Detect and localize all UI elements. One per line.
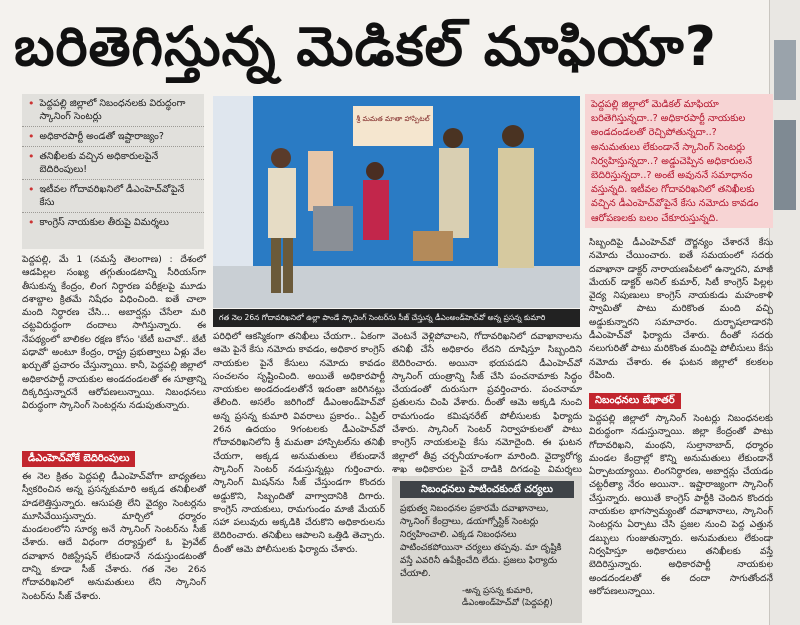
article-column-4-continued: పెద్దపల్లి జిల్లాలో స్కానింగ్ సెంటర్లు నిబంధనలకు విరుద్ధంగా నడుస్తున్నాయి. జిల్లా కేంద్రంతో పాటు గోదావరిఖని, మంథని, సుల్తానాబాద్, ధర్మారం మండల కేంద్రాల్లో కొన్ని అనుమతులు లేకుండానే ఏర్పాటయ్యాయి. లింగనిర్ధారణ, అబార్షన్లు చేయడం చట్టరీత్యా నేరం అయినా.. ఇష్టారాజ్యంగా స్కానింగ్ చేస్తున్నారు. అయితే కాంగ్రెస్ పార్టీకి చెందిన కొందరు నాయకుల భాగస్వామ్యంతో దవాఖానాలు, స్కానింగ్ సెంటర్లను ఏర్పాటు చేసి ప్రజల నుంచి పెద్ద ఎత్తున డబ్బులు గుంజుతున్నారు. అనుమతులు లేకుండా నిర్వహిస్తూ అధికారులు తనిఖీలకు వస్తే బెదిరిస్తున్నారు. అధికారపార్టీ నాయకుల అండదండలతో ఈ దందా సాగుతోందనే ఆరోపణలున్నాయి. bbox=[589, 413, 773, 597]
bullet-icon: • bbox=[28, 216, 35, 229]
intro-questions-box: పెద్దపల్లి జిల్లాలో మెడికల్ మాఫియా బరితెగిస్తున్నదా..? అధికారపార్టీ నాయకుల అండదండలతో రెచ్చిపోతున్నదా..? అనుమతులు లేకుండానే స్కానింగ్ సెంటర్లు నిర్వహిస్తున్నదా..? అడ్డుచెప్పిన అధికారులనే బెదిరిస్తున్నదా..? అంటే అవుననే సమాధానం వస్తున్నది. ఇటీవల గోదావరిఖనిలో తనిఖీలకు వచ్చిన డీఎంహెచ్‌వోపైనే కేసు నమోదు కావడం ఆరోపణలకు బలం చేకూరుస్తున్నది. bbox=[585, 94, 773, 228]
article-column-4: సిబ్బందిపై డీఎంహెచ్‌వో దౌర్జన్యం చేశారనే కేసు నమోదు చేయించారు. ఐతే సమయంలో సదరు దవాఖానా డాక్టర్ నారాయణపేటలో ఉన్నారని, మాజీ మేయర్ డాక్టర్ అనిల్ కుమార్, సిటీ కాంగ్రెస్ పిల్లల వైద్య నిపుణులు కాంగ్రెస్ నాయకుడు మహంకాళి స్వామితో పాటు మరికొంత మంది వచ్చి అడ్డుకున్నారని సమాచారం. దుర్భాషలాడారని డీఎంహెచ్‌వో ఫిర్యాదు చేశారు. దీంతో సదరు నలుగురితో పాటు మరికొంత మందిపై పోలీసులు కేసు నమోదు చేశారు. ఈ ఘటన జిల్లాలో కలకలం రేపింది. bbox=[589, 237, 773, 381]
bullet-icon: • bbox=[28, 130, 35, 143]
highlight-item: • అధికారపార్టీ అండతో ఇష్టారాజ్యం? bbox=[22, 127, 204, 147]
news-photo bbox=[213, 96, 580, 308]
subheading-rules-violated: నిబంధనలు బేఖాతర్ bbox=[589, 393, 681, 409]
highlight-item: • పెద్దపల్లి జిల్లాలో నిబంధనలకు విరుద్ధంగా స్కానింగ్ సెంటర్లు bbox=[22, 94, 204, 127]
news-photo-illustration bbox=[213, 96, 580, 308]
photo-sign-text: శ్రీ మమత మాతా హాస్పిటల్ bbox=[356, 115, 430, 123]
subheading-dmho-threats: డీఎంహెచ్‌వోకే బెదిరింపులు bbox=[22, 451, 135, 467]
highlight-item: • తనిఖీలకు వచ్చిన అధికారులపైనే బెదిరింపులు! bbox=[22, 147, 204, 180]
bullet-icon: • bbox=[28, 150, 35, 163]
quote-box-text: ప్రభుత్వ నిబంధనల ప్రకారమే దవాఖానాలు, స్కానింగ్ కేంద్రాలు, డయాగ్నోస్టిక్ సెంటర్లు నిర్వహించాలి. ఎక్కడ నిబంధనలు పాటించకపోయినా చర్యలు తప్పవు. మా దృష్టికి వస్తే ఎవరినీ ఉపేక్షించేది లేదు. ప్రజలు ఫిర్యాదు చేయాలి. bbox=[400, 504, 562, 579]
highlights-box bbox=[22, 94, 204, 249]
bullet-icon: • bbox=[28, 183, 35, 196]
headline: బరితెగిస్తున్న మెడికల్ మాఫియా? bbox=[14, 15, 718, 78]
adjacent-photo-1 bbox=[774, 40, 796, 100]
quote-box-signature: -అన్న ప్రసన్న కుమారి, డీఎంఅండ్‌హెచ్‌వో (పెద్దపల్లి) bbox=[462, 586, 553, 608]
article-column-2: పరిధిలో ఆకస్మికంగా తనిఖీలు చేయగా.. ఏకంగా ఆమె పైనే కేసు నమోదు కావడం, అధికార కాంగ్రెస్ నాయకుల పైనే కేసులు నమోదు కావడం సంచలనం సృష్టించింది. అయితే అధికారపార్టీ నాయకుల అండదండలతోనే ఇదంతా జరిగినట్లు తేలింది. అసలేం జరిగిందో డీఎంఅండ్‌హెచ్‌వో అన్న ప్రసన్న కుమారి వివరాలు ప్రకారం.. ఏప్రిల్ 26న ఉదయం 9గంటలకు డీఎంహెచ్‌వో గోదావరిఖనిలోని శ్రీ మమతా హాస్పిటల్‌ను తనిఖీ చేయగా, అక్కడ అనుమతులు లేకుండానే స్కానింగ్ సెంటర్ నడుస్తున్నట్లు గుర్తించారు. స్కానింగ్ మిషన్‌ను సీజ్ చేస్తుండగా కొందరు అడ్డుకొని, సిబ్బందితో వాగ్వాదానికి దిగారు. కాంగ్రెస్ నాయకులు, రామగుండం మాజీ మేయర్ సహా పలువురు అక్కడికి చేరుకొని అధికారులను బెదిరించారు. తనిఖీలు ఆపాలని ఒత్తిడి తెచ్చారు. దీంతో ఆమె పోలీసులకు ఫిర్యాదు చేశారు. bbox=[213, 331, 385, 555]
quote-box bbox=[392, 476, 582, 623]
adjacent-photo-2 bbox=[774, 120, 796, 210]
highlight-item: • ఇటీవల గోదావరిఖనిలో డీఎంహెచ్‌వోపైనే కేసు bbox=[22, 180, 204, 213]
highlight-item: • కాంగ్రెస్ నాయకుల తీరుపై విమర్శలు bbox=[28, 216, 169, 229]
photo-caption: గత నెల 26న గోదావరిఖనిలో ఉల్లా పాండే స్కానింగ్ సెంటర్‌ను సీజ్ చేస్తున్న డీఎంఅండ్‌హెచ్‌వో అన్న ప్రసన్న కుమారి bbox=[213, 309, 580, 327]
adjacent-page-strip bbox=[769, 0, 800, 625]
article-column-1-continued: ఈ నెల క్రితం పెద్దపల్లి డీఎంహెచ్‌వోగా బాధ్యతలు స్వీకరించిన అన్న ప్రసన్నకుమారి అక్కడ తనిఖీలతో హడలెత్తిస్తున్నారు. ఆసుపత్రి లేని వైద్యం సెంటర్లను మూసివేయిస్తున్నారు. మార్చిలో ధర్మారం మండలంలోని సూర్య అనే స్కానింగ్ సెంటర్‌ను సీజ్ చేశారు. ఆదే విధంగా దర్యాప్తులో ఓ ప్రైవేట్ దవాఖాన రిజిస్ట్రేషన్ లేకుండానే నడుస్తుండటంతో దాన్ని కూడా సీజ్ చేశారు. గత నెల 26న గోదావరిఖనిలో అనుమతులు లేని స్కానింగ్ సెంటర్‌ను సీజ్ చేశారు. bbox=[22, 471, 206, 602]
bullet-icon: • bbox=[28, 97, 35, 110]
quote-box-title: నిబంధనలు పాటించకుంటే చర్యలు bbox=[400, 481, 574, 498]
article-column-1: పెద్దపల్లి, మే 1 (నమస్తే తెలంగాణ) : దేశంలో ఆడపిల్లల సంఖ్య తగ్గుతుండటాన్ని సీరియస్‌గా తీసుకున్న కేంద్రం, లింగ నిర్ధారణ పరీక్షలపై మూడు దశాబ్దాల క్రితమే నిషేధం విధించింది. ఐతే చాలా మంది నిర్ధారణ చేసి... అబార్షన్లు చేసేలా మరి చట్టవిరుద్ధంగా దందాలు సాగిస్తున్నారు. ఈ నేపథ్యంలో బాలికల రక్షణ కోసం 'బేటీ బచావో.. బేటీ పఢావో' అంటూ కేంద్రం, రాష్ట్ర ప్రభుత్వాలు ఏళ్లు వేల ఖర్చుతో ప్రచారం చేస్తున్నాయి. కానీ, పెద్దపల్లి జిల్లాలో అధికారపార్టీ నాయకుల అండదండలతో ఈ సూత్రాన్ని దిక్కరిస్తున్నారనే ఆరోపణలున్నాయి. నిబంధనలు విరుద్ధంగా స్కానింగ్ సెంటర్లను నడుపుతున్నారు. bbox=[22, 254, 206, 412]
article-column-3: వెంటనే వెళ్లిపోవాలని, గోదావరిఖనిలో దవాఖానాలను తనిఖీ చేసే అధికారం లేదని దూషిస్తూ సిబ్బందిని బెదిరించారు. అయినా భయపడని డీఎంహెచ్‌వో స్కానింగ్ యంత్రాన్ని సీజ్ చేసి పంచనామాకు సిద్ధం చేయడంతో దురుసుగా ప్రవర్తించారు. పంచనామా ప్రతులను చింపి వేశారు. దీంతో ఆమె అక్కడి నుంచి రామగుండం కమిషనరేట్ పోలీసులకు ఫిర్యాదు చేశారు. స్కానింగ్ సెంటర్ నిర్వాహకులతో పాటు కాంగ్రెస్ నాయకులపై కేసు నమోదైంది. ఈ ఘటన జిల్లాలో తీవ్ర చర్చనీయాంశంగా మారింది. వైద్యారోగ్య శాఖ అధికారుల పైనే దాడికి దిగడంపై విమర్శలు bbox=[392, 331, 582, 475]
